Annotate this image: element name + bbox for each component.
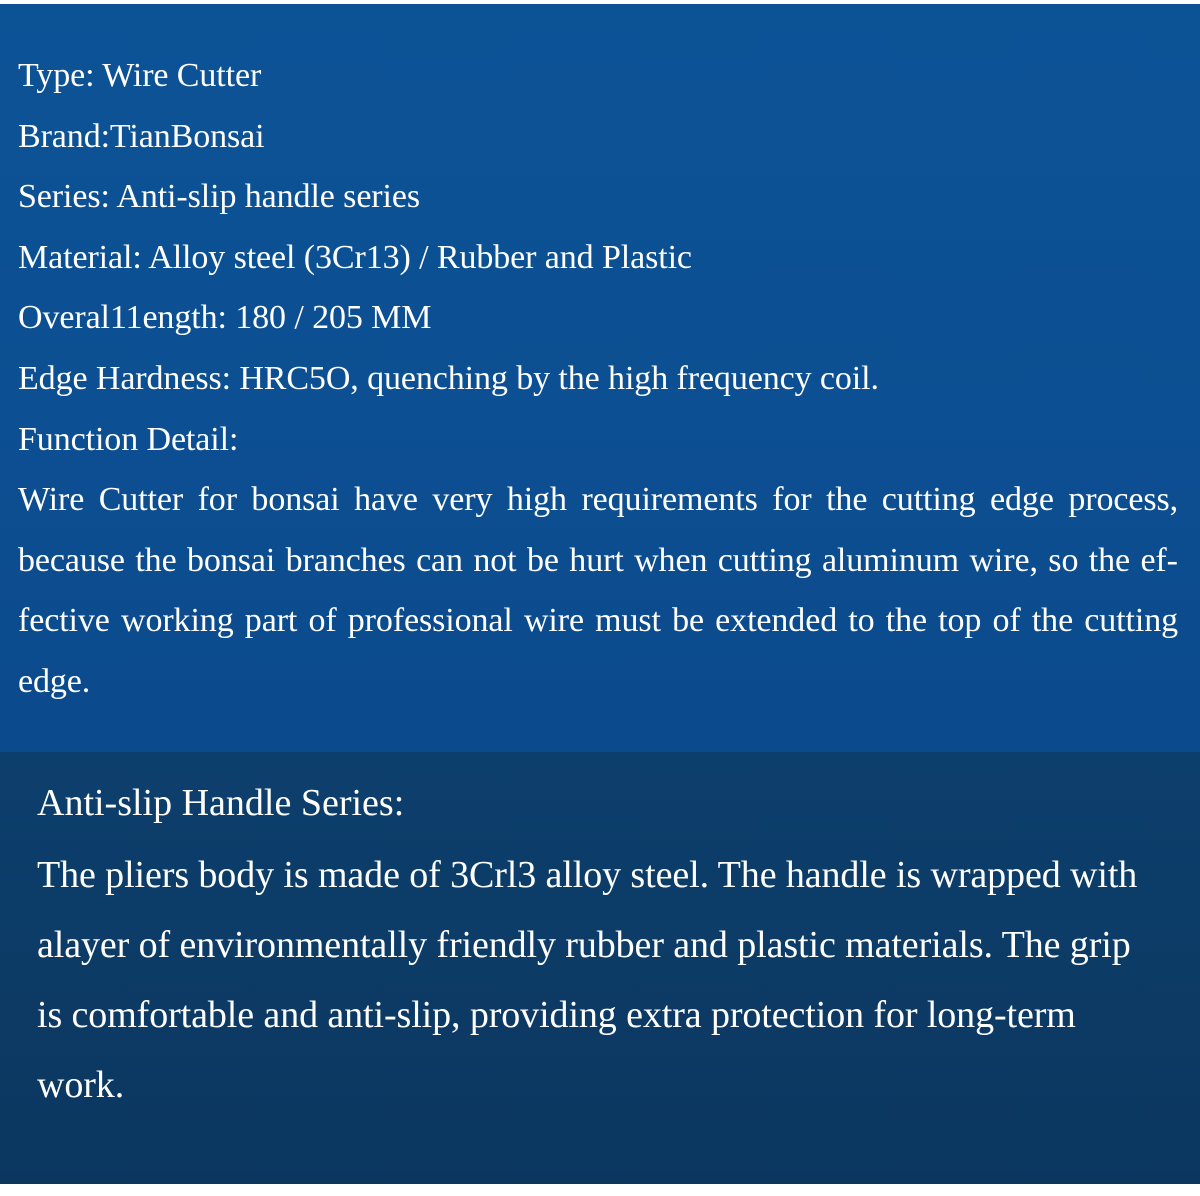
- bottom-border: [0, 1184, 1200, 1196]
- spec-material: Material: Alloy steel (3Cr13) / Rubber and Plastic: [18, 238, 692, 276]
- handle-series-heading: Anti-slip Handle Series:: [37, 782, 405, 824]
- spec-brand: Brand:TianBonsai: [18, 117, 265, 155]
- spec-series: Series: Anti-slip handle series: [18, 178, 420, 216]
- function-detail-text: Wire Cutter for bonsai have very high requirements for the cutting edge process, because the bonsai branches can not be hurt when cutting aluminum wire, so the effective working part of professional wire must be extended to the top of the cutting edge.: [18, 481, 1178, 700]
- specification-list: [18, 46, 1188, 470]
- anti-slip-handle-panel: [0, 752, 1200, 1184]
- spec-edge-hardness: Edge Hardness: HRC5O, quenching by the high frequency coil.: [18, 359, 879, 397]
- spec-type: Type: Wire Cutter: [18, 57, 262, 94]
- specifications-panel: [0, 4, 1200, 752]
- spec-overall-length: Overal11ength: 180 / 205 MM: [18, 299, 432, 337]
- spec-function-detail-label: Function Detail:: [18, 420, 239, 458]
- handle-series-description: The pliers body is made of 3Crl3 alloy steel. The handle is wrapped with alayer of environmentally friendly rubber and plastic materials. The grip is comfortable and anti-slip, providing extra protection for long-term work.: [37, 854, 1138, 1106]
